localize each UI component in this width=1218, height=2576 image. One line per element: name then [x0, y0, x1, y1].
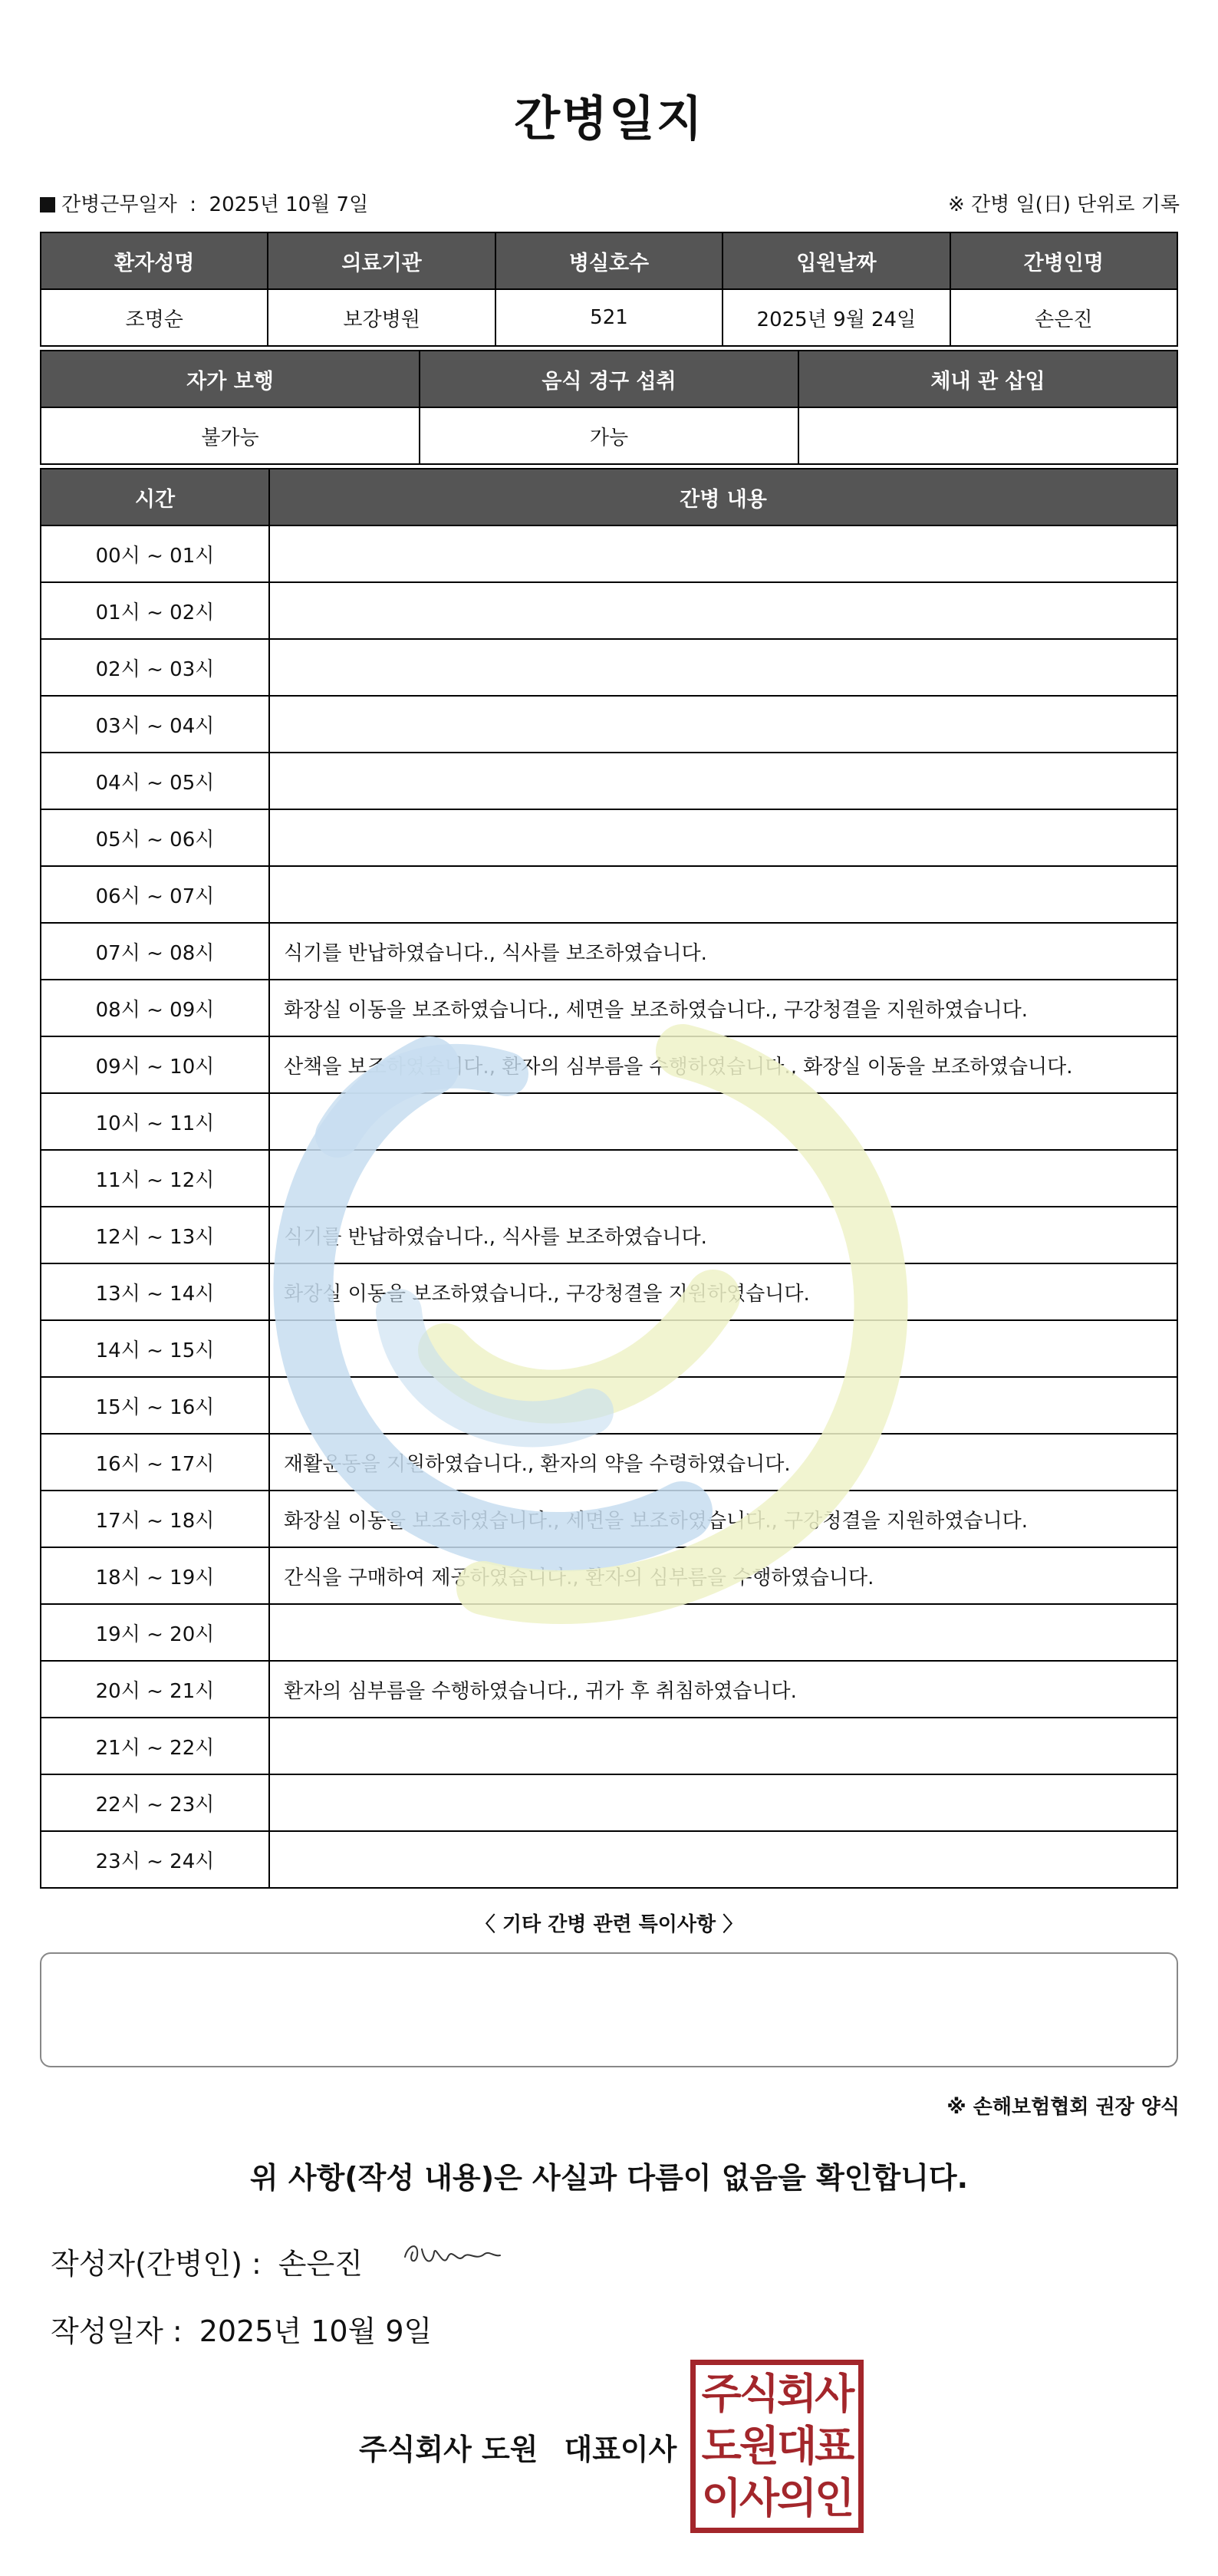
care-content — [269, 1718, 1177, 1774]
care-log-row — [41, 696, 1177, 753]
care-log-row — [41, 1093, 1177, 1150]
care-log-row — [41, 1491, 1177, 1547]
care-log-row — [41, 809, 1177, 866]
write-date-line — [51, 2308, 432, 2350]
time-slot: 21시 ~ 22시 — [41, 1718, 269, 1774]
square-bullet-icon — [40, 197, 55, 212]
writer-label: 작성자(간병인) : — [51, 2247, 262, 2281]
patient-name: 조명순 — [41, 289, 268, 346]
care-log-row — [41, 1604, 1177, 1661]
confirmation-statement: 위 사항(작성 내용)은 사실과 다름이 없음을 확인합니다. — [249, 2161, 969, 2195]
care-log-row — [41, 866, 1177, 923]
seal-row: 도원대표 — [701, 2422, 853, 2470]
care-content — [269, 1320, 1177, 1377]
care-log-row — [41, 1774, 1177, 1831]
patient-info-header-row — [41, 232, 1177, 289]
care-log-row — [41, 639, 1177, 696]
care-content: 화장실 이동을 보조하였습니다., 세면을 보조하였습니다., 구강청결을 지원하였습니다. — [269, 1491, 1177, 1547]
care-content: 화장실 이동을 보조하였습니다., 세면을 보조하였습니다., 구강청결을 지원하였습니다. — [269, 980, 1177, 1036]
header-patient-name: 환자성명 — [41, 232, 268, 289]
care-log-header-row — [41, 469, 1177, 525]
header-care-content: 간병 내용 — [269, 469, 1177, 525]
care-content — [269, 1604, 1177, 1661]
care-content — [269, 1093, 1177, 1150]
work-date-label: 간병근무일자 — [61, 193, 177, 216]
care-content — [269, 1831, 1177, 1888]
care-log-table — [40, 468, 1178, 1889]
care-content — [269, 1150, 1177, 1207]
care-content: 간식을 구매하여 제공하였습니다., 환자의 심부름을 수행하였습니다. — [269, 1547, 1177, 1604]
time-slot: 13시 ~ 14시 — [41, 1263, 269, 1320]
time-slot: 18시 ~ 19시 — [41, 1547, 269, 1604]
time-slot: 04시 ~ 05시 — [41, 753, 269, 809]
care-log-row — [41, 980, 1177, 1036]
care-log-row — [41, 1377, 1177, 1434]
tube-insertion-value — [798, 407, 1177, 464]
care-log-row — [41, 1150, 1177, 1207]
representative-title: 대표이사 — [564, 2433, 677, 2466]
form-source-note: ※ 손해보험협회 권장 양식 — [946, 2096, 1180, 2119]
care-content — [269, 696, 1177, 753]
company-line — [359, 2426, 676, 2468]
time-slot: 00시 ~ 01시 — [41, 525, 269, 582]
time-slot: 12시 ~ 13시 — [41, 1207, 269, 1263]
patient-status-value-row — [41, 407, 1177, 464]
header-admission-date: 입원날짜 — [723, 232, 950, 289]
oral-intake-value: 가능 — [420, 407, 798, 464]
work-date-value: 2025년 10월 7일 — [209, 193, 369, 216]
time-slot: 02시 ~ 03시 — [41, 639, 269, 696]
time-slot: 20시 ~ 21시 — [41, 1661, 269, 1718]
patient-info-value-row — [41, 289, 1177, 346]
care-content — [269, 809, 1177, 866]
room-number: 521 — [495, 289, 723, 346]
time-slot: 11시 ~ 12시 — [41, 1150, 269, 1207]
care-content: 식기를 반납하였습니다., 식사를 보조하였습니다. — [269, 923, 1177, 980]
time-slot: 06시 ~ 07시 — [41, 866, 269, 923]
care-content: 산책을 보조하였습니다., 환자의 심부름을 수행하였습니다., 화장실 이동을 보조하였습니다. — [269, 1036, 1177, 1093]
care-content: 환자의 심부름을 수행하였습니다., 귀가 후 취침하였습니다. — [269, 1661, 1177, 1718]
special-notes-title: 〈 기타 간병 관련 특이사항 〉 — [475, 1913, 743, 1936]
admission-date: 2025년 9월 24일 — [723, 289, 950, 346]
handwritten-signature — [399, 2234, 506, 2277]
self-walking-value: 불가능 — [41, 407, 420, 464]
time-slot: 05시 ~ 06시 — [41, 809, 269, 866]
header-caregiver-name: 간병인명 — [950, 232, 1177, 289]
time-slot: 17시 ~ 18시 — [41, 1491, 269, 1547]
document-title: 간병일지 — [514, 91, 704, 147]
care-content — [269, 753, 1177, 809]
care-log-row — [41, 1320, 1177, 1377]
care-log-row — [41, 1036, 1177, 1093]
care-log-row — [41, 1207, 1177, 1263]
time-slot: 08시 ~ 09시 — [41, 980, 269, 1036]
care-content — [269, 1377, 1177, 1434]
time-slot: 14시 ~ 15시 — [41, 1320, 269, 1377]
care-content — [269, 866, 1177, 923]
time-slot: 10시 ~ 11시 — [41, 1093, 269, 1150]
header-hospital: 의료기관 — [268, 232, 495, 289]
header-oral-intake: 음식 경구 섭취 — [420, 351, 798, 407]
hospital-name: 보강병원 — [268, 289, 495, 346]
patient-info-table — [40, 232, 1178, 347]
care-log-row — [41, 1831, 1177, 1888]
care-content: 식기를 반납하였습니다., 식사를 보조하였습니다. — [269, 1207, 1177, 1263]
care-log-row — [41, 753, 1177, 809]
time-slot: 23시 ~ 24시 — [41, 1831, 269, 1888]
special-notes-box — [40, 1952, 1178, 2067]
care-content — [269, 1774, 1177, 1831]
header-self-walking: 자가 보행 — [41, 351, 420, 407]
care-log-row — [41, 1547, 1177, 1604]
care-log-row — [41, 1661, 1177, 1718]
care-content — [269, 525, 1177, 582]
record-note: ※ 간병 일(日) 단위로 기록 — [947, 193, 1180, 216]
time-slot: 09시 ~ 10시 — [41, 1036, 269, 1093]
care-content — [269, 582, 1177, 639]
time-slot: 22시 ~ 23시 — [41, 1774, 269, 1831]
time-slot: 01시 ~ 02시 — [41, 582, 269, 639]
care-log-row — [41, 525, 1177, 582]
seal-row: 이사의인 — [701, 2474, 853, 2522]
patient-status-table — [40, 350, 1178, 465]
header-time: 시간 — [41, 469, 269, 525]
time-slot: 19시 ~ 20시 — [41, 1604, 269, 1661]
care-log-row — [41, 582, 1177, 639]
care-content: 재활운동을 지원하였습니다., 환자의 약을 수령하였습니다. — [269, 1434, 1177, 1491]
care-content: 화장실 이동을 보조하였습니다., 구강청결을 지원하였습니다. — [269, 1263, 1177, 1320]
header-room-number: 병실호수 — [495, 232, 723, 289]
write-date-label: 작성일자 : — [51, 2314, 183, 2348]
care-log-row — [41, 1263, 1177, 1320]
care-content — [269, 639, 1177, 696]
time-slot: 16시 ~ 17시 — [41, 1434, 269, 1491]
time-slot: 07시 ~ 08시 — [41, 923, 269, 980]
company-name: 주식회사 도원 — [359, 2433, 538, 2466]
care-log-row — [41, 1434, 1177, 1491]
time-slot: 03시 ~ 04시 — [41, 696, 269, 753]
write-date-value: 2025년 10월 9일 — [199, 2314, 433, 2348]
work-date: 간병근무일자 : 2025년 10월 7일 — [40, 189, 368, 217]
time-slot: 15시 ~ 16시 — [41, 1377, 269, 1434]
company-seal-stamp — [690, 2360, 864, 2533]
writer-line — [51, 2240, 363, 2282]
header-tube-insertion: 체내 관 삽입 — [798, 351, 1177, 407]
writer-name: 손은진 — [278, 2247, 363, 2281]
caregiver-name: 손은진 — [950, 289, 1177, 346]
patient-status-header-row — [41, 351, 1177, 407]
care-log-body — [41, 525, 1177, 1888]
care-log-row — [41, 923, 1177, 980]
care-log-row — [41, 1718, 1177, 1774]
seal-row: 주식회사 — [701, 2370, 853, 2418]
